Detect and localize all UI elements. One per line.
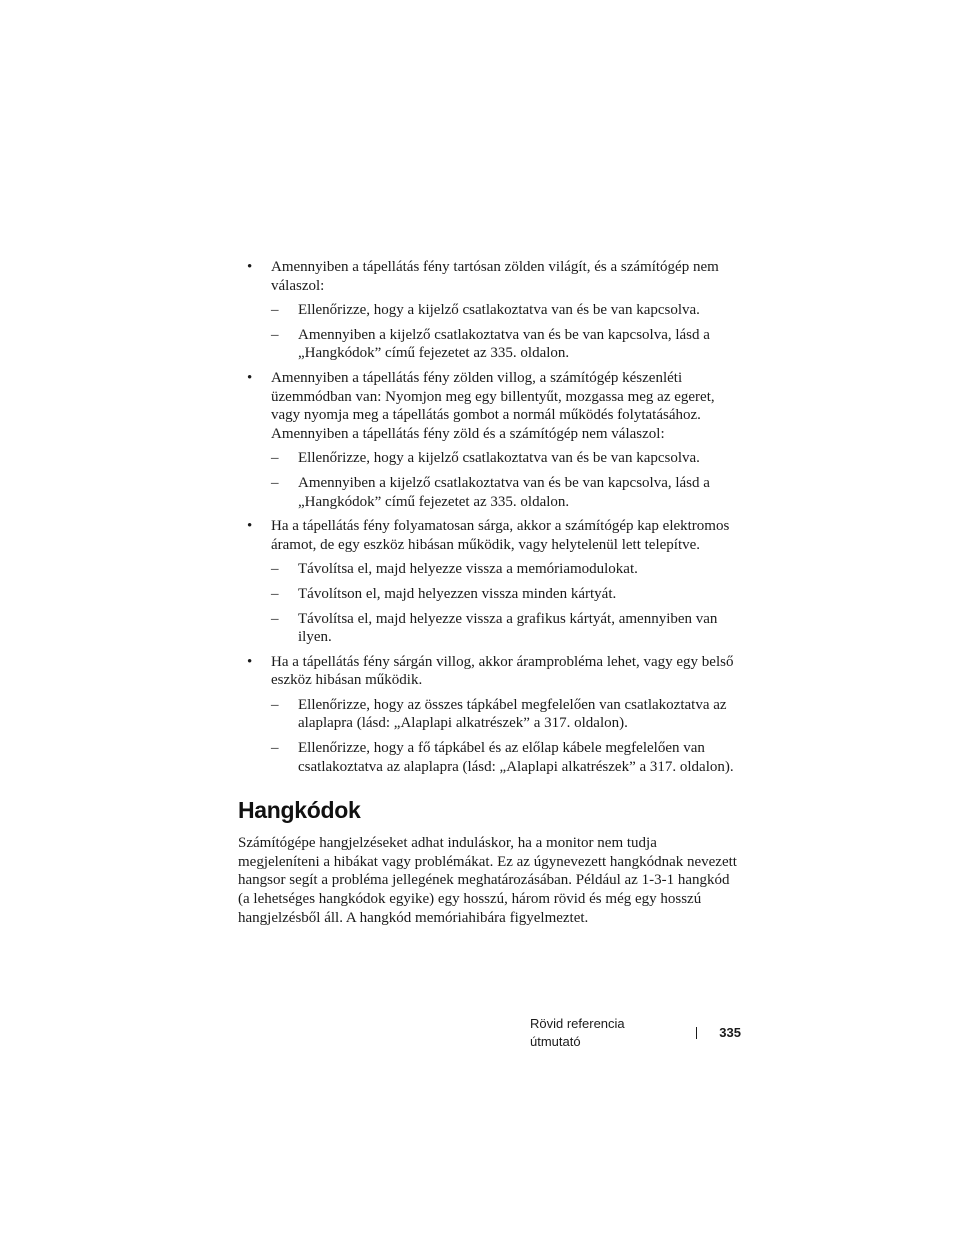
dash-marker: –: [271, 585, 279, 602]
dash-marker: –: [271, 740, 279, 757]
bullet-marker: •: [247, 259, 253, 275]
sub-item: [271, 739, 742, 776]
sub-item-text: Távolítsa el, majd helyezze vissza a memóriamodulokat.: [298, 561, 638, 578]
dash-marker: –: [271, 326, 279, 343]
sub-list: [271, 560, 742, 646]
sub-item: [271, 585, 742, 604]
dash-marker: –: [271, 474, 279, 491]
bullet-item-2: [238, 369, 742, 511]
sub-item-text: Amennyiben a kijelző csatlakoztatva van és be van kapcsolva, lásd a „Hangkódok” című fejezetet az 335. oldalon.: [298, 326, 710, 362]
bullet-item-3: [238, 517, 742, 647]
sub-item-text: Ellenőrizze, hogy a kijelző csatlakoztatva van és be van kapcsolva.: [298, 302, 700, 319]
sub-item-text: Ellenőrizze, hogy a kijelző csatlakoztatva van és be van kapcsolva.: [298, 450, 700, 467]
bullet-item-4: [238, 653, 742, 777]
bullet-text: Ha a tápellátás fény folyamatosan sárga, akkor a számítógép kap elektromos áramot, de egy eszköz hibásan működik, vagy helytelenül lett telepítve.: [271, 518, 730, 553]
sub-item: [271, 449, 742, 468]
sub-item: [271, 610, 742, 647]
sub-list: [271, 696, 742, 776]
footer-separator: [696, 1027, 697, 1039]
dash-marker: –: [271, 302, 279, 319]
sub-item: [271, 696, 742, 733]
bullet-marker: •: [247, 518, 253, 535]
page-content: [238, 258, 742, 927]
bullet-text: Amennyiben a tápellátás fény zölden villog, a számítógép készenléti üzemmódban van: Nyomjon meg egy billentyűt, mozgassa meg az egeret, vagy nyomja meg a tápellátás gombot a normál működés folytatásához. Amennyiben a tápellátás fény zöld és a számítógép nem válaszol:: [271, 369, 715, 442]
dash-marker: –: [271, 450, 279, 467]
bullet-marker: •: [247, 653, 253, 670]
sub-item-text: Amennyiben a kijelző csatlakoztatva van és be van kapcsolva, lásd a „Hangkódok” című fejezetet az 335. oldalon.: [298, 474, 710, 510]
page-footer: [530, 1015, 741, 1051]
sub-item: [271, 560, 742, 579]
sub-list: [271, 301, 742, 363]
sub-item: [271, 301, 742, 320]
sub-item-text: Ellenőrizze, hogy a fő tápkábel és az előlap kábele megfelelően van csatlakoztatva az alaplapra (lásd: „Alaplapi alkatrészek” a 317. oldalon).: [298, 740, 734, 775]
bullet-text: Amennyiben a tápellátás fény tartósan zölden világít, és a számítógép nem válaszol:: [271, 259, 719, 294]
section-paragraph: Számítógépe hangjelzéseket adhat induláskor, ha a monitor nem tudja megjeleníteni a hibákat vagy problémákat. Ez az úgynevezett hangkódnak nevezett hangsor segít a probléma jellegének meghatározásában. Például az 1-3-1 hangkód (a lehetséges hangkódok egyike) egy hosszú, három rövid és még egy hosszú hangjelzésből áll. A hangkód memóriahibára figyelmeztet.: [238, 835, 737, 926]
sub-item: [271, 474, 742, 511]
dash-marker: –: [271, 561, 279, 578]
sub-list: [271, 449, 742, 511]
sub-item-text: Távolítsa el, majd helyezze vissza a grafikus kártyát, amennyiben van ilyen.: [298, 610, 718, 646]
sub-item: [271, 326, 742, 363]
sub-item-text: Távolítson el, majd helyezzen vissza minden kártyát.: [298, 585, 617, 602]
page-number: 335: [719, 1025, 741, 1040]
bullet-item-1: [238, 258, 742, 363]
bullet-text: Ha a tápellátás fény sárgán villog, akkor áramprobléma lehet, vagy egy belső eszköz hibásan működik.: [271, 653, 734, 689]
dash-marker: –: [271, 696, 279, 713]
section-heading: Hangkódok: [238, 797, 361, 824]
sub-item-text: Ellenőrizze, hogy az összes tápkábel megfelelően van csatlakoztatva az alaplapra (lásd: „Alaplapi alkatrészek” a 317. oldalon).: [298, 696, 727, 732]
dash-marker: –: [271, 610, 279, 627]
bullet-marker: •: [247, 369, 253, 386]
footer-title: Rövid referencia útmutató: [530, 1016, 625, 1049]
